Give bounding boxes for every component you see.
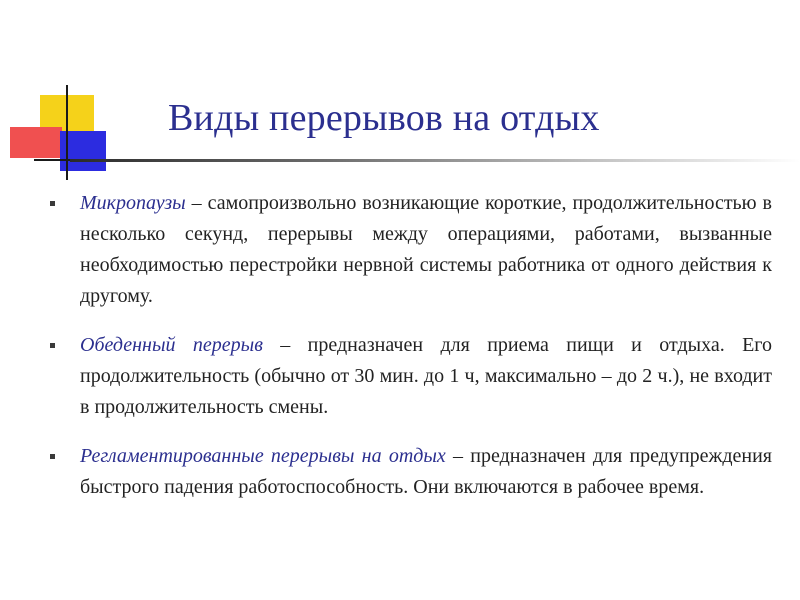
decorative-squares-logo — [0, 0, 130, 180]
bullet-icon — [50, 201, 55, 206]
term-regulated-breaks: Регламентированные перерывы на отдых — [80, 445, 446, 467]
term-lunch-break: Обеденный перерыв — [80, 334, 263, 356]
definition-regulated-breaks: – предназначен для предупреждения быстрого падения работоспособность. Они включаются в рабочее время. — [80, 445, 773, 498]
definition-micropauses: – самопроизвольно возникающие короткие, продолжительностью в несколько секунд, перерывы между операциями, работами, вызванные необходимостью перестройки нервной системы работника от одного действия к другому. — [80, 192, 772, 307]
logo-red-square — [10, 127, 62, 158]
list-item-regulated-breaks — [80, 441, 772, 503]
list-item-micropauses — [80, 188, 772, 312]
page-title: Виды перерывов на отдых — [168, 97, 600, 139]
list-item-lunch-break — [80, 330, 772, 423]
title-divider — [70, 159, 800, 162]
bullet-list — [80, 188, 772, 503]
definition-lunch-break: – предназначен для приема пищи и отдыха. Его продолжительность (обычно от 30 мин. до 1 ч, максимально – до 2 ч.), не входит в продолжительность смены. — [80, 334, 773, 418]
bullet-icon — [50, 343, 55, 348]
term-micropauses: Микропаузы — [80, 192, 186, 214]
bullet-icon — [50, 454, 55, 459]
